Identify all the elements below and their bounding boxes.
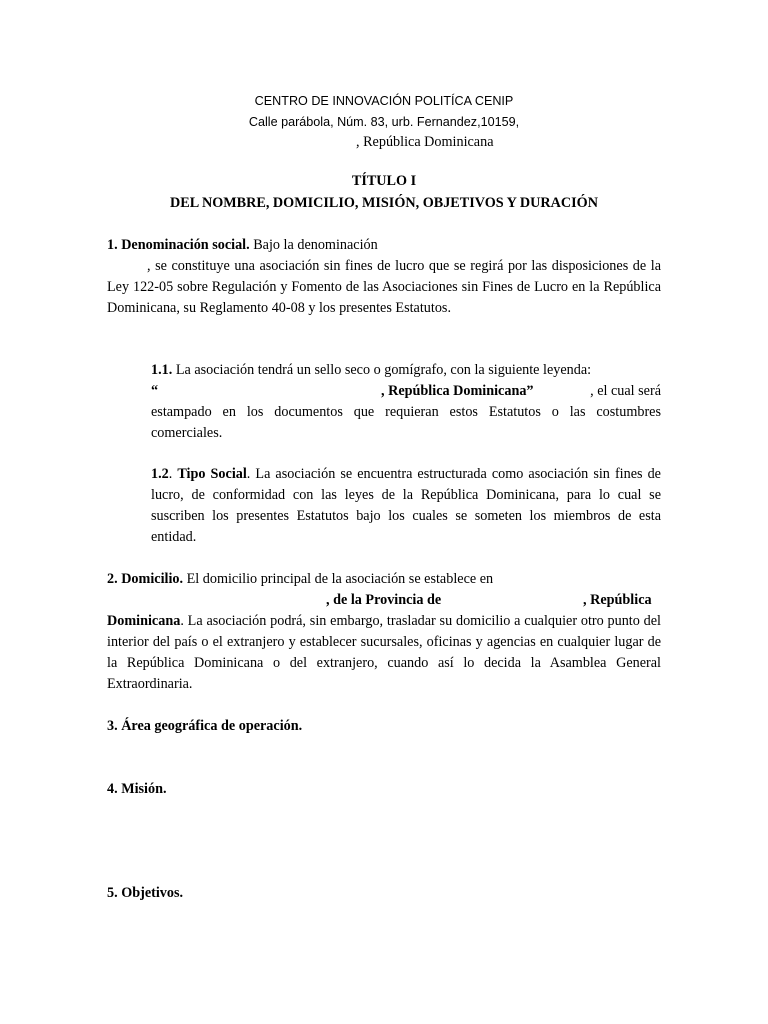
- title-heading: TÍTULO I: [351, 173, 417, 189]
- section-1-2-text: . La asociación se encuentra estructurada como asociación sin fines de lucro, de conformidad con las leyes de la República Dominicana, para lo cual se suscriben los presentes Estatutos bajo los cuales se someten los miembros de esta entidad.: [151, 466, 661, 545]
- section-2-country-b: Dominicana: [107, 613, 181, 629]
- section-1-1-paragraph: [151, 360, 661, 381]
- section-1-first-line: [107, 235, 378, 256]
- org-address: Calle parábola, Núm. 83, urb. Fernandez,10159,: [248, 115, 520, 129]
- section-2-country-a: , República: [583, 592, 652, 608]
- section-4-label: 4. Misión.: [107, 781, 167, 797]
- section-1-1-text2: estampado en los documentos que requieran estos Estatutos o las costumbres comerciales.: [151, 404, 661, 441]
- section-2-first-line: [107, 569, 493, 590]
- org-country: , República Dominicana: [356, 134, 494, 150]
- title-subheading: DEL NOMBRE, DOMICILIO, MISIÓN, OBJETIVOS Y DURACIÓN: [170, 195, 598, 211]
- section-1-2-paragraph: 1.2. Tipo Social. La asociación se encuentra estructurada como asociación sin fines de lucro, de conformidad con las leyes de la República Dominicana, para lo cual se suscriben los presentes Estatutos bajo los cuales se someten los miembros de esta entidad.: [151, 466, 661, 545]
- section-1-1-text2-start: , el cual será: [590, 383, 661, 399]
- section-1-1-legend-line: [381, 381, 534, 402]
- section-5-label: 5. Objetivos.: [107, 885, 184, 901]
- section-1-1-quote-open: “: [151, 383, 159, 399]
- org-name: CENTRO DE INNOVACIÓN POLITÍCA CENIP: [254, 94, 514, 108]
- section-1-1-label: 1.1.: [151, 362, 173, 378]
- section-2-body: Dominicana. La asociación podrá, sin embargo, trasladar su domicilio a cualquier otro punto del interior del país o el extranjero y establecer sucursales, oficinas y agencias en cualquier lugar de la República Dominicana o del extranjero, cuando así lo decida la Asamblea General Extraordinaria.: [107, 613, 661, 692]
- section-1-2-label: 1.2: [151, 466, 169, 482]
- section-1-label: 1. Denominación social.: [107, 237, 250, 253]
- section-2-province: , de la Provincia de: [326, 592, 442, 608]
- section-2-label: 2. Domicilio.: [107, 571, 184, 587]
- section-1-intro: Bajo la denominación: [249, 237, 378, 253]
- section-2-intro: El domicilio principal de la asociación se establece en: [183, 571, 494, 587]
- section-1-2-bold: Tipo Social: [177, 466, 247, 482]
- section-1-1-text: La asociación tendrá un sello seco o gomígrafo, con la siguiente leyenda:: [172, 362, 592, 378]
- section-1-1-legend: , República Dominicana”: [381, 383, 534, 399]
- section-3-label: 3. Área geográfica de operación.: [107, 718, 303, 734]
- section-1-body: , se constituye una asociación sin fines de lucro que se regirá por las disposiciones de la Ley 122-05 sobre Regulación y Fomento de las Asociaciones sin Fines de Lucro en la República Dominicana, su Reglamento 40-08 y los presentes Estatutos.: [107, 258, 661, 316]
